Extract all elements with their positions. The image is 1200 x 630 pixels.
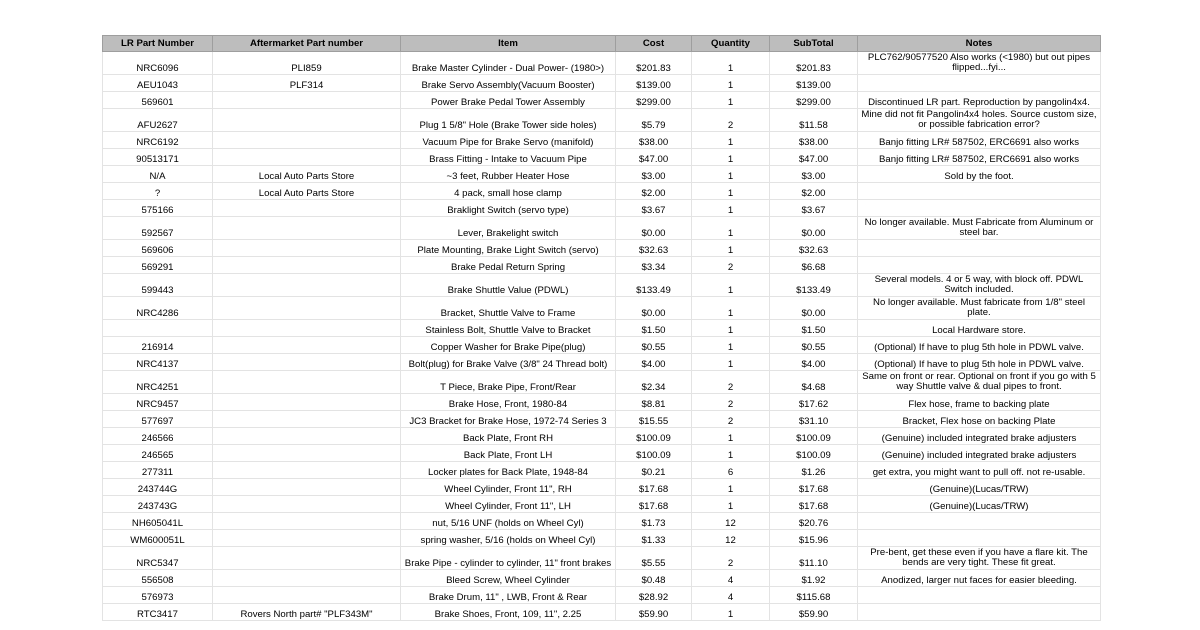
cell-cost[interactable]: $15.55: [616, 411, 692, 428]
cell-quantity[interactable]: 1: [692, 183, 770, 200]
parts-table: [102, 35, 1101, 621]
cell-cost[interactable]: $32.63: [616, 240, 692, 257]
cell-aftermarket-part[interactable]: [213, 320, 401, 337]
cell-subtotal[interactable]: $1.92: [770, 570, 858, 587]
cell-aftermarket-part[interactable]: [213, 587, 401, 604]
table-row: [103, 217, 1101, 240]
cell-lr-part-number[interactable]: 246565: [103, 445, 213, 462]
cell-subtotal[interactable]: $115.68: [770, 587, 858, 604]
table-row: [103, 257, 1101, 274]
cell-item[interactable]: Locker plates for Back Plate, 1948-84: [401, 462, 616, 479]
cell-notes[interactable]: (Genuine)(Lucas/TRW): [858, 496, 1101, 513]
cell-lr-part-number[interactable]: 576973: [103, 587, 213, 604]
cell-aftermarket-part[interactable]: [213, 394, 401, 411]
cell-item[interactable]: Brake Pedal Return Spring: [401, 257, 616, 274]
cell-quantity[interactable]: 1: [692, 200, 770, 217]
cell-aftermarket-part[interactable]: [213, 547, 401, 570]
cell-cost[interactable]: $17.68: [616, 479, 692, 496]
cell-aftermarket-part[interactable]: [213, 337, 401, 354]
cell-lr-part-number[interactable]: 569291: [103, 257, 213, 274]
cell-notes[interactable]: Same on front or rear. Optional on front if you go with 5 way Shuttle valve & dual pipes to front.: [858, 371, 1101, 394]
table-row: [103, 240, 1101, 257]
cell-notes[interactable]: [858, 240, 1101, 257]
cell-cost[interactable]: $0.55: [616, 337, 692, 354]
cell-quantity[interactable]: 2: [692, 109, 770, 132]
cell-quantity[interactable]: 4: [692, 587, 770, 604]
cell-cost[interactable]: $5.79: [616, 109, 692, 132]
cell-item[interactable]: Brake Master Cylinder - Dual Power- (1980>): [401, 52, 616, 75]
cell-notes[interactable]: [858, 183, 1101, 200]
table-row: [103, 183, 1101, 200]
cell-lr-part-number[interactable]: NH605041L: [103, 513, 213, 530]
table-row: [103, 445, 1101, 462]
cell-notes[interactable]: Pre-bent, get these even if you have a flare kit. The bends are very tight. These fit great.: [858, 547, 1101, 570]
cell-item[interactable]: nut, 5/16 UNF (holds on Wheel Cyl): [401, 513, 616, 530]
cell-notes[interactable]: Banjo fitting LR# 587502, ERC6691 also works: [858, 149, 1101, 166]
cell-aftermarket-part[interactable]: [213, 274, 401, 297]
cell-aftermarket-part[interactable]: [213, 411, 401, 428]
cell-quantity[interactable]: 1: [692, 337, 770, 354]
table-row: [103, 274, 1101, 297]
cell-notes[interactable]: Sold by the foot.: [858, 166, 1101, 183]
table-row: [103, 604, 1101, 621]
cell-lr-part-number[interactable]: 243744G: [103, 479, 213, 496]
cell-cost[interactable]: $299.00: [616, 92, 692, 109]
cell-notes[interactable]: [858, 200, 1101, 217]
cell-aftermarket-part[interactable]: [213, 496, 401, 513]
header-subtotal[interactable]: SubTotal: [770, 36, 858, 52]
cell-aftermarket-part[interactable]: [213, 513, 401, 530]
table-row: [103, 462, 1101, 479]
cell-quantity[interactable]: 1: [692, 274, 770, 297]
cell-aftermarket-part[interactable]: [213, 428, 401, 445]
cell-lr-part-number[interactable]: 577697: [103, 411, 213, 428]
cell-quantity[interactable]: 2: [692, 411, 770, 428]
cell-subtotal[interactable]: $0.00: [770, 217, 858, 240]
cell-quantity[interactable]: 2: [692, 257, 770, 274]
cell-item[interactable]: Braklight Switch (servo type): [401, 200, 616, 217]
cell-cost[interactable]: $100.09: [616, 428, 692, 445]
cell-subtotal[interactable]: $4.68: [770, 371, 858, 394]
cell-cost[interactable]: $2.34: [616, 371, 692, 394]
cell-quantity[interactable]: 1: [692, 297, 770, 320]
cell-subtotal[interactable]: $15.96: [770, 530, 858, 547]
cell-notes[interactable]: [858, 604, 1101, 621]
table-row: [103, 411, 1101, 428]
cell-quantity[interactable]: 1: [692, 496, 770, 513]
table-row: [103, 547, 1101, 570]
table-row: [103, 371, 1101, 394]
cell-cost[interactable]: $8.81: [616, 394, 692, 411]
cell-subtotal[interactable]: $3.00: [770, 166, 858, 183]
cell-notes[interactable]: [858, 75, 1101, 92]
cell-subtotal[interactable]: $32.63: [770, 240, 858, 257]
cell-notes[interactable]: No longer available. Must fabricate from 1/8" steel plate.: [858, 297, 1101, 320]
cell-cost[interactable]: $28.92: [616, 587, 692, 604]
cell-subtotal[interactable]: $59.90: [770, 604, 858, 621]
cell-subtotal[interactable]: $1.50: [770, 320, 858, 337]
cell-cost[interactable]: $1.73: [616, 513, 692, 530]
cell-lr-part-number[interactable]: NRC4137: [103, 354, 213, 371]
cell-cost[interactable]: $59.90: [616, 604, 692, 621]
cell-aftermarket-part[interactable]: [213, 109, 401, 132]
cell-aftermarket-part[interactable]: Local Auto Parts Store: [213, 166, 401, 183]
table-row: [103, 320, 1101, 337]
cell-quantity[interactable]: 1: [692, 479, 770, 496]
cell-cost[interactable]: $3.67: [616, 200, 692, 217]
cell-quantity[interactable]: 1: [692, 166, 770, 183]
cell-quantity[interactable]: 1: [692, 354, 770, 371]
cell-subtotal[interactable]: $11.58: [770, 109, 858, 132]
cell-item[interactable]: Brake Drum, 11" , LWB, Front & Rear: [401, 587, 616, 604]
cell-notes[interactable]: (Optional) If have to plug 5th hole in PDWL valve.: [858, 354, 1101, 371]
table-row: [103, 200, 1101, 217]
cell-lr-part-number[interactable]: 575166: [103, 200, 213, 217]
cell-notes[interactable]: No longer available. Must Fabricate from Aluminum or steel bar.: [858, 217, 1101, 240]
table-row: [103, 530, 1101, 547]
header-notes[interactable]: Notes: [858, 36, 1101, 52]
cell-subtotal[interactable]: $6.68: [770, 257, 858, 274]
cell-quantity[interactable]: 1: [692, 132, 770, 149]
cell-lr-part-number[interactable]: NRC9457: [103, 394, 213, 411]
cell-quantity[interactable]: 1: [692, 428, 770, 445]
cell-notes[interactable]: [858, 513, 1101, 530]
cell-item[interactable]: Vacuum Pipe for Brake Servo (manifold): [401, 132, 616, 149]
cell-lr-part-number[interactable]: NRC6096: [103, 52, 213, 75]
cell-lr-part-number[interactable]: 569606: [103, 240, 213, 257]
cell-aftermarket-part[interactable]: [213, 149, 401, 166]
table-row: [103, 428, 1101, 445]
cell-cost[interactable]: $17.68: [616, 496, 692, 513]
cell-lr-part-number[interactable]: NRC5347: [103, 547, 213, 570]
cell-subtotal[interactable]: $133.49: [770, 274, 858, 297]
table-row: [103, 354, 1101, 371]
cell-item[interactable]: Brake Shuttle Value (PDWL): [401, 274, 616, 297]
cell-cost[interactable]: $0.00: [616, 217, 692, 240]
cell-subtotal[interactable]: $201.83: [770, 52, 858, 75]
cell-lr-part-number[interactable]: NRC6192: [103, 132, 213, 149]
cell-notes[interactable]: (Optional) If have to plug 5th hole in PDWL valve.: [858, 337, 1101, 354]
header-item[interactable]: Item: [401, 36, 616, 52]
cell-aftermarket-part[interactable]: Rovers North part# "PLF343M": [213, 604, 401, 621]
cell-item[interactable]: Brass Fitting - Intake to Vacuum Pipe: [401, 149, 616, 166]
cell-item[interactable]: spring washer, 5/16 (holds on Wheel Cyl): [401, 530, 616, 547]
cell-item[interactable]: Brake Pipe - cylinder to cylinder, 11" front brakes: [401, 547, 616, 570]
cell-lr-part-number[interactable]: WM600051L: [103, 530, 213, 547]
cell-subtotal[interactable]: $4.00: [770, 354, 858, 371]
cell-aftermarket-part[interactable]: [213, 445, 401, 462]
cell-item[interactable]: Bolt(plug) for Brake Valve (3/8" 24 Thread bolt): [401, 354, 616, 371]
cell-aftermarket-part[interactable]: PLI859: [213, 52, 401, 75]
cell-notes[interactable]: PLC762/90577520 Also works (<1980) but out pipes flipped...fyi...: [858, 52, 1101, 75]
header-quantity[interactable]: Quantity: [692, 36, 770, 52]
cell-cost[interactable]: $3.34: [616, 257, 692, 274]
cell-aftermarket-part[interactable]: [213, 570, 401, 587]
cell-aftermarket-part[interactable]: [213, 479, 401, 496]
cell-quantity[interactable]: 1: [692, 604, 770, 621]
cell-subtotal[interactable]: $47.00: [770, 149, 858, 166]
cell-aftermarket-part[interactable]: [213, 530, 401, 547]
table-row: [103, 394, 1101, 411]
cell-subtotal[interactable]: $20.76: [770, 513, 858, 530]
cell-item[interactable]: Plate Mounting, Brake Light Switch (servo): [401, 240, 616, 257]
header-cost[interactable]: Cost: [616, 36, 692, 52]
cell-item[interactable]: Bracket, Shuttle Valve to Frame: [401, 297, 616, 320]
cell-quantity[interactable]: 1: [692, 75, 770, 92]
cell-subtotal[interactable]: $17.62: [770, 394, 858, 411]
cell-subtotal[interactable]: $139.00: [770, 75, 858, 92]
table-row: [103, 513, 1101, 530]
table-row: [103, 297, 1101, 320]
header-aftermarket-part-number[interactable]: Aftermarket Part number: [213, 36, 401, 52]
cell-notes[interactable]: [858, 257, 1101, 274]
cell-notes[interactable]: Banjo fitting LR# 587502, ERC6691 also works: [858, 132, 1101, 149]
cell-subtotal[interactable]: $17.68: [770, 496, 858, 513]
cell-lr-part-number[interactable]: N/A: [103, 166, 213, 183]
cell-cost[interactable]: $1.50: [616, 320, 692, 337]
cell-quantity[interactable]: 6: [692, 462, 770, 479]
table-row: [103, 570, 1101, 587]
cell-item[interactable]: Stainless Bolt, Shuttle Valve to Bracket: [401, 320, 616, 337]
cell-subtotal[interactable]: $11.10: [770, 547, 858, 570]
table-row: [103, 75, 1101, 92]
cell-item[interactable]: T Piece, Brake Pipe, Front/Rear: [401, 371, 616, 394]
cell-subtotal[interactable]: $100.09: [770, 445, 858, 462]
cell-notes[interactable]: get extra, you might want to pull off. not re-usable.: [858, 462, 1101, 479]
cell-item[interactable]: ~3 feet, Rubber Heater Hose: [401, 166, 616, 183]
cell-subtotal[interactable]: $2.00: [770, 183, 858, 200]
cell-subtotal[interactable]: $38.00: [770, 132, 858, 149]
cell-aftermarket-part[interactable]: Local Auto Parts Store: [213, 183, 401, 200]
cell-aftermarket-part[interactable]: [213, 132, 401, 149]
cell-item[interactable]: Back Plate, Front LH: [401, 445, 616, 462]
cell-lr-part-number[interactable]: 569601: [103, 92, 213, 109]
cell-cost[interactable]: $133.49: [616, 274, 692, 297]
cell-notes[interactable]: [858, 587, 1101, 604]
cell-quantity[interactable]: 2: [692, 547, 770, 570]
cell-cost[interactable]: $1.33: [616, 530, 692, 547]
cell-cost[interactable]: $100.09: [616, 445, 692, 462]
cell-lr-part-number[interactable]: 243743G: [103, 496, 213, 513]
cell-lr-part-number[interactable]: 556508: [103, 570, 213, 587]
cell-item[interactable]: Wheel Cylinder, Front 11", LH: [401, 496, 616, 513]
cell-aftermarket-part[interactable]: [213, 354, 401, 371]
cell-cost[interactable]: $47.00: [616, 149, 692, 166]
cell-notes[interactable]: (Genuine) included integrated brake adjusters: [858, 428, 1101, 445]
cell-aftermarket-part[interactable]: [213, 200, 401, 217]
cell-lr-part-number[interactable]: NRC4286: [103, 297, 213, 320]
cell-aftermarket-part[interactable]: [213, 297, 401, 320]
cell-item[interactable]: Lever, Brakelight switch: [401, 217, 616, 240]
cell-quantity[interactable]: 12: [692, 530, 770, 547]
cell-aftermarket-part[interactable]: [213, 462, 401, 479]
table-row: [103, 52, 1101, 75]
cell-quantity[interactable]: 1: [692, 445, 770, 462]
header-row: [103, 36, 1101, 52]
spreadsheet: [102, 35, 1100, 621]
table-row: [103, 479, 1101, 496]
cell-item[interactable]: Bleed Screw, Wheel Cylinder: [401, 570, 616, 587]
cell-lr-part-number[interactable]: 592567: [103, 217, 213, 240]
cell-subtotal[interactable]: $0.55: [770, 337, 858, 354]
table-row: [103, 587, 1101, 604]
table-row: [103, 149, 1101, 166]
cell-notes[interactable]: Several models. 4 or 5 way, with block off. PDWL Switch included.: [858, 274, 1101, 297]
cell-quantity[interactable]: 1: [692, 217, 770, 240]
table-row: [103, 132, 1101, 149]
cell-lr-part-number[interactable]: AEU1043: [103, 75, 213, 92]
cell-subtotal[interactable]: $100.09: [770, 428, 858, 445]
cell-aftermarket-part[interactable]: [213, 217, 401, 240]
cell-item[interactable]: 4 pack, small hose clamp: [401, 183, 616, 200]
cell-quantity[interactable]: 2: [692, 394, 770, 411]
cell-notes[interactable]: Mine did not fit Pangolin4x4 holes. Source custom size, or possible fabrication error?: [858, 109, 1101, 132]
cell-cost[interactable]: $3.00: [616, 166, 692, 183]
cell-item[interactable]: Copper Washer for Brake Pipe(plug): [401, 337, 616, 354]
cell-quantity[interactable]: 1: [692, 240, 770, 257]
table-row: [103, 92, 1101, 109]
cell-cost[interactable]: $38.00: [616, 132, 692, 149]
cell-item[interactable]: Wheel Cylinder, Front 11", RH: [401, 479, 616, 496]
cell-notes[interactable]: Local Hardware store.: [858, 320, 1101, 337]
cell-cost[interactable]: $139.00: [616, 75, 692, 92]
cell-lr-part-number[interactable]: 599443: [103, 274, 213, 297]
cell-item[interactable]: Brake Hose, Front, 1980-84: [401, 394, 616, 411]
cell-cost[interactable]: $0.48: [616, 570, 692, 587]
cell-aftermarket-part[interactable]: [213, 92, 401, 109]
cell-quantity[interactable]: 1: [692, 149, 770, 166]
cell-quantity[interactable]: 1: [692, 320, 770, 337]
cell-aftermarket-part[interactable]: PLF314: [213, 75, 401, 92]
cell-lr-part-number[interactable]: [103, 320, 213, 337]
cell-lr-part-number[interactable]: 246566: [103, 428, 213, 445]
cell-lr-part-number[interactable]: 216914: [103, 337, 213, 354]
header-lr-part-number[interactable]: LR Part Number: [103, 36, 213, 52]
cell-subtotal[interactable]: $1.26: [770, 462, 858, 479]
cell-lr-part-number[interactable]: 90513171: [103, 149, 213, 166]
table-row: [103, 496, 1101, 513]
cell-subtotal[interactable]: $299.00: [770, 92, 858, 109]
cell-lr-part-number[interactable]: ?: [103, 183, 213, 200]
cell-aftermarket-part[interactable]: [213, 257, 401, 274]
cell-notes[interactable]: (Genuine)(Lucas/TRW): [858, 479, 1101, 496]
table-row: [103, 166, 1101, 183]
cell-cost[interactable]: $0.21: [616, 462, 692, 479]
cell-quantity[interactable]: 1: [692, 52, 770, 75]
cell-subtotal[interactable]: $31.10: [770, 411, 858, 428]
cell-quantity[interactable]: 12: [692, 513, 770, 530]
cell-notes[interactable]: Bracket, Flex hose on backing Plate: [858, 411, 1101, 428]
cell-notes[interactable]: [858, 530, 1101, 547]
cell-item[interactable]: Brake Servo Assembly(Vacuum Booster): [401, 75, 616, 92]
table-row: [103, 337, 1101, 354]
cell-notes[interactable]: Discontinued LR part. Reproduction by pangolin4x4.: [858, 92, 1101, 109]
cell-aftermarket-part[interactable]: [213, 371, 401, 394]
cell-cost[interactable]: $2.00: [616, 183, 692, 200]
cell-subtotal[interactable]: $17.68: [770, 479, 858, 496]
cell-item[interactable]: JC3 Bracket for Brake Hose, 1972-74 Series 3: [401, 411, 616, 428]
cell-item[interactable]: Brake Shoes, Front, 109, 11", 2.25: [401, 604, 616, 621]
cell-notes[interactable]: Flex hose, frame to backing plate: [858, 394, 1101, 411]
cell-notes[interactable]: (Genuine) included integrated brake adjusters: [858, 445, 1101, 462]
cell-quantity[interactable]: 2: [692, 371, 770, 394]
cell-cost[interactable]: $5.55: [616, 547, 692, 570]
cell-quantity[interactable]: 1: [692, 92, 770, 109]
table-body: [103, 52, 1101, 621]
cell-quantity[interactable]: 4: [692, 570, 770, 587]
cell-item[interactable]: Plug 1 5/8" Hole (Brake Tower side holes): [401, 109, 616, 132]
cell-item[interactable]: Back Plate, Front RH: [401, 428, 616, 445]
cell-cost[interactable]: $201.83: [616, 52, 692, 75]
cell-aftermarket-part[interactable]: [213, 240, 401, 257]
cell-subtotal[interactable]: $3.67: [770, 200, 858, 217]
cell-lr-part-number[interactable]: RTC3417: [103, 604, 213, 621]
cell-cost[interactable]: $4.00: [616, 354, 692, 371]
cell-lr-part-number[interactable]: AFU2627: [103, 109, 213, 132]
cell-lr-part-number[interactable]: 277311: [103, 462, 213, 479]
cell-subtotal[interactable]: $0.00: [770, 297, 858, 320]
cell-notes[interactable]: Anodized, larger nut faces for easier bleeding.: [858, 570, 1101, 587]
cell-item[interactable]: Power Brake Pedal Tower Assembly: [401, 92, 616, 109]
cell-cost[interactable]: $0.00: [616, 297, 692, 320]
table-row: [103, 109, 1101, 132]
cell-lr-part-number[interactable]: NRC4251: [103, 371, 213, 394]
